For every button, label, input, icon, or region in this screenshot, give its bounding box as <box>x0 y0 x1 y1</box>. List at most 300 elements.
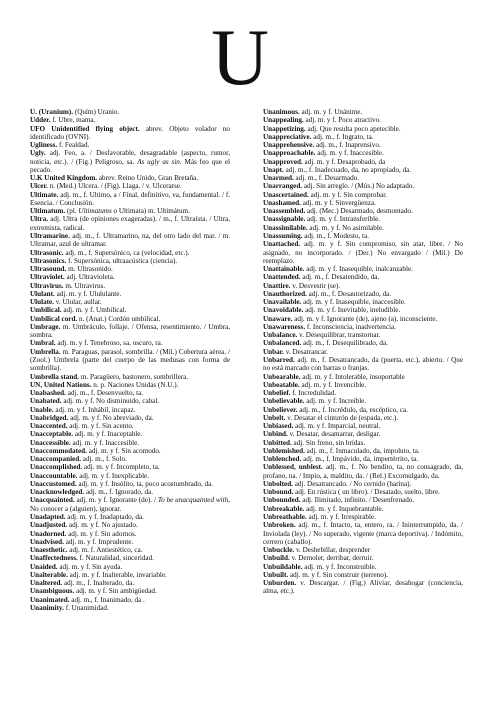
dictionary-entry <box>30 191 230 208</box>
dictionary-entry <box>30 521 230 529</box>
entry-headword: Ultramarine. <box>30 231 70 240</box>
entry-definition: adj. m., f. Supersónico, ca (velocidad, etc.). <box>63 248 190 257</box>
entry-definition: n. (Anat.) Cordón umbilical. <box>77 314 161 323</box>
dictionary-entry <box>263 240 463 265</box>
dictionary-entry <box>30 315 230 323</box>
entry-definition: adj. m. y f. Inexplicable. <box>77 471 150 480</box>
entry-headword: Unbuckle. <box>263 546 295 555</box>
entry-definition: adj. m., f. Inmaculado, da, impoluto, ta. <box>304 446 420 455</box>
entry-headword: Unbelt. <box>263 413 286 422</box>
dictionary-entry <box>30 422 230 430</box>
entry-headword: Unaccustomed. <box>30 479 77 488</box>
entry-headword: Unassignable. <box>263 215 306 224</box>
entry-definition: m. Ultrasonido. <box>66 265 113 274</box>
dictionary-entry <box>263 439 463 447</box>
entry-headword: U.K United Kingdom. <box>30 174 98 183</box>
dictionary-entry <box>263 116 463 124</box>
dictionary-entry <box>263 546 463 554</box>
entry-headword: Unbeatable. <box>263 380 300 389</box>
entry-definition: adj. m. y f. Insólito, ta, poco acostumbrado, da. <box>76 479 214 488</box>
entry-headword: Unbalanced. <box>263 339 302 348</box>
entry-headword: Unassembled. <box>263 207 306 216</box>
entry-headword: Ultimatum. <box>30 207 66 216</box>
entry-headword: U. (Uranium). <box>30 108 74 116</box>
entry-headword: Ululate. <box>30 298 54 307</box>
entry-headword: Unambiguous. <box>30 587 75 596</box>
dictionary-entry <box>30 430 230 438</box>
entry-headword: Unbounded. <box>263 496 301 505</box>
dictionary-entry <box>263 182 463 190</box>
entry-definition: adj. m. y f. Sin ambigüedad. <box>74 587 157 596</box>
dictionary-entry <box>263 323 463 331</box>
entry-headword: Unaccompanied. <box>30 455 81 464</box>
entry-definition: adj. m. y f. Irrespirable. <box>306 513 376 522</box>
entry-headword: Unbroken. <box>263 521 296 530</box>
entry-definition: adj. m. y f. No disminuido, cabal. <box>61 397 160 406</box>
dictionary-entry <box>263 215 463 223</box>
entry-headword: Unarmed. <box>263 174 294 183</box>
entry-headword: Unauthorized. <box>263 289 307 298</box>
entry-definition: adj. m. y f. Desaprobado, da <box>302 157 386 166</box>
entry-definition: f. Ubre, mama. <box>50 116 96 125</box>
entry-definition: adj. m., f. Ultramarino, na, del otro lado del mar. / m. Ultramar, azul de ultramar. <box>30 231 230 249</box>
entry-headword: Unappealing. <box>263 116 304 125</box>
entry-headword: Unashamed. <box>263 198 301 207</box>
dictionary-entry <box>263 331 463 339</box>
dictionary-entry <box>263 232 463 240</box>
entry-headword: Unbitted. <box>263 438 292 447</box>
dictionary-entry <box>30 207 230 215</box>
entry-headword: Unappreciative. <box>263 132 312 141</box>
entry-headword: Umbrella. <box>30 347 61 356</box>
dictionary-entry <box>30 546 230 554</box>
entry-definition: adj. m., f. Desequilibrado, da. <box>301 339 388 348</box>
entry-definition: adj. m. y f. Ulululante. <box>54 289 122 298</box>
entry-headword: Unalterable. <box>30 570 68 579</box>
entry-definition: adj. m., f. Inalterado, da. <box>62 579 135 588</box>
dictionary-entry <box>263 158 463 166</box>
dictionary-entry <box>30 496 230 513</box>
entry-headword: Unavoidable. <box>263 306 304 315</box>
entry-headword: Unascertained. <box>263 190 309 199</box>
dictionary-entry <box>30 306 230 314</box>
entry-definition: adj. En rústica ( un libro). / Desatado, suelto, libre. <box>293 488 440 497</box>
dictionary-entry <box>263 191 463 199</box>
dictionary-entry <box>263 563 463 571</box>
dictionary-entry <box>263 174 463 182</box>
entry-headword: Ultrasonic. <box>30 248 64 257</box>
dictionary-entry <box>30 571 230 579</box>
dictionary-entry <box>30 265 230 273</box>
dictionary-entry <box>263 554 463 562</box>
entry-headword: Unadorned. <box>30 529 67 538</box>
entry-definition: adj. m. y f. Imprudente. <box>63 537 134 546</box>
dictionary-entry <box>30 290 230 298</box>
entry-definition: v. Desequilibrar, transtornar. <box>297 331 381 340</box>
entry-headword: Unbarred. <box>263 355 295 364</box>
entry-headword: Unattended. <box>263 273 301 282</box>
right-column <box>263 108 463 596</box>
entry-definition: v. Desvestir (se). <box>290 281 341 290</box>
entry-definition: adj. m. y f. Inaccesible. <box>70 438 140 447</box>
entry-definition: adj. m. y f. Inquebrantable. <box>304 504 384 513</box>
entry-definition: v. Descargar. / (Fig.) Aliviar, desahogar (conciencia, alma, etc.). <box>263 579 463 596</box>
entry-definition: f. Naturalidad, sinceridad. <box>77 554 154 563</box>
dictionary-entry <box>30 538 230 546</box>
dictionary-entry <box>30 373 230 381</box>
dictionary-entry <box>263 496 463 504</box>
dictionary-entry <box>263 207 463 215</box>
entry-definition: adj. m. y f. Increíble. <box>304 397 367 406</box>
dictionary-entry <box>263 414 463 422</box>
entry-definition: v. Ulular, aullar. <box>54 298 102 307</box>
entry-definition: adj. m. y f. Inaceptable. <box>73 430 143 439</box>
entry-definition: adj. Feo, a. / Desfavorable, desagradable (aspecto, rumor, noticia, etc.). / (Fig.) Peligroso, sa. <box>30 149 230 166</box>
dictionary-entry <box>263 141 463 149</box>
entry-definition: adj. Que resulta poco apetecible. <box>305 124 401 133</box>
dictionary-entry <box>30 447 230 455</box>
entry-definition-tail: No conocer a (alguien), ignorar. <box>30 504 122 513</box>
entry-definition: adj. m. y f. Sin acomodo. <box>86 446 161 455</box>
entry-headword: Unattainable. <box>263 265 305 274</box>
entry-definition: adj. Ilimitado, infinito. / Desenfrenado. <box>300 496 415 505</box>
entry-headword: UN, United Nations. <box>30 380 92 389</box>
entry-headword: Unacknowledged. <box>30 488 85 497</box>
entry-definition: adj. m., f. Desatrancado, da (puerta, etc.), abierto. / Que no está marcado con barras o franjas. <box>263 355 463 373</box>
entry-definition: f. Supersónica, ultraacústica (ciencia). <box>66 256 178 265</box>
entry-headword: Unapprehensive. <box>263 141 315 150</box>
dictionary-entry <box>263 463 463 480</box>
dictionary-entry <box>263 298 463 306</box>
entry-headword: Unblessed, unblest. <box>263 463 323 472</box>
entry-definition: adj. m., f. Modesto, ta. <box>302 231 369 240</box>
entry-headword: Umbrage. <box>30 322 61 331</box>
entry-headword: Ultra. <box>30 215 49 224</box>
entry-definition: adj. Sin arreglo. / (Mús.) No adaptado. <box>302 182 415 191</box>
dictionary-entry <box>263 265 463 273</box>
dictionary-entry <box>263 125 463 133</box>
dictionary-entry <box>30 455 230 463</box>
dictionary-entry <box>30 563 230 571</box>
dictionary-entry <box>263 108 463 116</box>
entry-definition: n. p. Naciones Unidas (N.U.). <box>91 380 179 389</box>
entry-headword: Unaltered. <box>30 579 63 588</box>
entry-headword: Unassuming. <box>263 231 303 240</box>
entry-definition-tail: Más feo que el pecado. <box>30 157 230 174</box>
entry-definition: adj. m. y f. Poco atractivo. <box>303 116 382 125</box>
entry-definition: adj. m. y f. Inconstruible. <box>302 562 377 571</box>
entry-headword: Unbar. <box>263 347 284 356</box>
entry-definition: adj. m. y f. Unánime. <box>299 108 363 116</box>
entry-headword: Unaccountable. <box>30 471 78 480</box>
entry-definition: v. Deshebillar, desprender <box>294 546 371 555</box>
dictionary-entry <box>263 133 463 141</box>
entry-definition: adj. m. y f. Inevitable, ineludible. <box>303 306 401 315</box>
entry-headword: Ulcer. <box>30 182 48 191</box>
entry-headword: Unbearable. <box>263 372 301 381</box>
dictionary-entry <box>30 323 230 340</box>
dictionary-entry <box>30 182 230 190</box>
dictionary-entry <box>263 348 463 356</box>
dictionary-entry <box>30 530 230 538</box>
entry-definition: adj. m. y f. Ignorante (de), ajeno (a), inconsciente. <box>292 314 438 323</box>
entry-definition: adj. Sin freno, sin bridas. <box>291 438 366 447</box>
dictionary-entry <box>263 315 463 323</box>
dictionary-entry <box>30 273 230 281</box>
dictionary-entry <box>263 339 463 347</box>
dictionary-entry <box>30 348 230 373</box>
dictionary-entry <box>30 174 230 182</box>
entry-definition: adj. m. y f. Inasequible, inaccesible. <box>301 298 406 307</box>
entry-definition: adj. m., f. Desarmado. <box>293 174 359 183</box>
dictionary-entry <box>30 406 230 414</box>
entry-example: Ultimatums <box>78 207 112 216</box>
entry-definition: m. Paragüero, bastonero, sombrillera. <box>79 372 189 381</box>
dictionary-entry <box>263 430 463 438</box>
entry-headword: Ultrasound. <box>30 265 67 274</box>
entry-headword: Unavailable. <box>263 298 302 307</box>
entry-headword: Unabated. <box>30 397 62 406</box>
dictionary-entry <box>263 282 463 290</box>
entry-definition: adj. m., f. Desatendido, da. <box>300 273 380 282</box>
entry-headword: Unblenched. <box>263 455 302 464</box>
entry-headword: Umbilical cord. <box>30 314 78 323</box>
entry-headword: Unblemished. <box>263 446 305 455</box>
entry-headword: Unaccommodated. <box>30 446 87 455</box>
entry-headword: Unapt. <box>263 165 284 174</box>
entry-definition: adj. m. y f. Sin compromiso, sin atar, libre. / No asignado, no incorporado. / (Der.) No envargado / (Mil.) De reemplazo. <box>263 240 463 265</box>
dictionary-entry <box>30 397 230 405</box>
entry-definition: abrev. Reino Unido, Gran Bretaña. <box>97 174 199 183</box>
entry-definition: adj. m. y f. Intolerable, insoportable <box>300 372 405 381</box>
dictionary-entry <box>263 579 463 596</box>
entry-example: To be unacquainted with, <box>157 496 230 505</box>
dictionary-entry <box>30 116 230 124</box>
entry-definition: m. Paraguas, parasol, sombrilla. / (Mil.) Cobertura aérea. / (Zool.) Umbrela (parte del cuerpo de las medusas con forma de sombrilla). <box>30 347 230 373</box>
entry-headword: Unadapted. <box>30 513 66 522</box>
dictionary-entry <box>30 480 230 488</box>
dictionary-entry <box>30 513 230 521</box>
entry-headword: Unabashed. <box>30 389 66 398</box>
entry-definition: adj. m. y f. No asimilable. <box>307 223 384 232</box>
entry-headword: Ugly. <box>30 149 46 158</box>
entry-definition: adj. m. y f. Incompleto, ta. <box>82 463 160 472</box>
dictionary-entry <box>30 439 230 447</box>
entry-definition: adj. m. y f. Intransferible. <box>305 215 381 224</box>
dictionary-entry <box>30 381 230 389</box>
entry-definition: adj. m. y f. Sin adornos. <box>66 529 137 538</box>
entry-definition: (pl. <box>65 207 79 216</box>
entry-headword: Unburden. <box>263 579 297 588</box>
entry-definition: m. Ultravirus. <box>63 281 106 290</box>
dictionary-entry <box>30 141 230 149</box>
dictionary-entry <box>263 373 463 381</box>
dictionary-entry <box>30 389 230 397</box>
entry-definition: adj. m. y f. No abreviado, da. <box>68 413 154 422</box>
dictionary-entry <box>30 596 230 604</box>
entry-definition: adj. m. y f. No ajustado. <box>67 521 138 530</box>
entry-headword: Ultraviolet. <box>30 273 65 282</box>
entry-definition: v. Desatrancar. <box>283 347 328 356</box>
dictionary-entry <box>263 521 463 546</box>
entry-headword: Unanimous. <box>263 108 300 116</box>
dictionary-entry <box>30 554 230 562</box>
dictionary-entry <box>263 513 463 521</box>
entry-headword: Unbelievable. <box>263 397 305 406</box>
dictionary-entry <box>263 422 463 430</box>
entry-definition: adj. Ultravioleta. <box>64 273 115 282</box>
dictionary-entry <box>263 406 463 414</box>
entry-example: As ugly as sin. <box>137 157 182 166</box>
entry-definition: v. Demoler, derribar, derruir. <box>289 554 374 563</box>
dictionary-entry <box>30 472 230 480</box>
entry-headword: Ultrasonics. <box>30 256 67 265</box>
entry-definition: adj. m., f. Intacto, ta, entero, ra. / Ininterrumpido, da. / Inviolada (ley). / No superado, vigente (marca deportiva). / Indómito, cerrero (caballo). <box>263 521 463 546</box>
entry-definition: adj. m. y f. Sin construir (terreno). <box>288 570 388 579</box>
entry-headword: Unacceptable. <box>30 430 74 439</box>
entry-headword: Unbound. <box>263 488 294 497</box>
dictionary-entry <box>30 463 230 471</box>
entry-definition: adj. m. y f. Invencible. <box>299 380 367 389</box>
entry-definition: adj. m., f. No bendito, ta, no consagrado, da, profano, na. / Impío, a, maldito, da. / (Rel.) Excomulgado, da. <box>263 463 464 480</box>
dictionary-entry <box>30 488 230 496</box>
dictionary-entry <box>30 339 230 347</box>
entry-definition: adj. m., f. Desautorizado, da. <box>306 289 392 298</box>
entry-headword: Unaware. <box>263 314 293 323</box>
entry-headword: Unaided. <box>30 562 58 571</box>
entry-definition: f. Incredulidad. <box>290 389 337 398</box>
dictionary-entry <box>263 381 463 389</box>
entry-headword: Unbind. <box>263 430 288 439</box>
dictionary-entry <box>263 224 463 232</box>
entry-headword: Ugliness. <box>30 141 58 150</box>
entry-definition: f. Inconsciencia, inadvertencia. <box>305 322 396 331</box>
entry-headword: Unaccented. <box>30 422 68 431</box>
entry-headword: Unabridged. <box>30 413 69 422</box>
dictionary-entry <box>263 290 463 298</box>
entry-headword: Unbreathable. <box>263 513 307 522</box>
entry-definition: v. Desatar el cinturón de (espada, etc.). <box>285 413 399 422</box>
dictionary-entry <box>263 199 463 207</box>
dictionary-entry <box>263 397 463 405</box>
entry-headword: Umbrella stand. <box>30 372 80 381</box>
entry-definition: adj. m. y f. Imparcial, neutral. <box>293 422 381 431</box>
left-column <box>30 108 230 612</box>
entry-definition: m. Umbráculo, follaje. / Ofensa, resentimiento. / Umbra, sombra. <box>30 322 230 340</box>
entry-headword: Unable. <box>30 405 54 414</box>
dictionary-entry <box>30 587 230 595</box>
entry-headword: Unaccomplished. <box>30 463 83 472</box>
entry-headword: Unbuilt. <box>263 570 289 579</box>
dictionary-entry <box>263 356 463 373</box>
entry-definition: adj. m., f. Ingrato, ta. <box>311 132 374 141</box>
entry-headword: Unadjusted. <box>30 521 68 530</box>
entry-headword: Unattached. <box>263 240 301 249</box>
entry-headword: Unanimated. <box>30 595 70 604</box>
entry-headword: Ultravirus. <box>30 281 64 290</box>
dictionary-entry <box>30 298 230 306</box>
dictionary-entry <box>263 447 463 455</box>
entry-definition: v. Desatar, desamarrar, desligar. <box>287 430 381 439</box>
entry-headword: Umbilical. <box>30 306 62 315</box>
entry-headword: UFO Unidentified flying object. <box>30 124 140 133</box>
entry-headword: Unbreakable. <box>263 504 305 513</box>
dictionary-entry <box>263 273 463 281</box>
entry-definition: f. Unanimidad. <box>63 603 109 612</box>
entry-definition: n. (Med.) Ulcera. / (Fig). Llaga. / v. Ulcerarse. <box>47 182 182 191</box>
entry-definition: abrev. Objeto volador no identificado (OVNI). <box>30 124 230 141</box>
entry-definition: adj. m. y f. Tenebroso, sa, oscuro, ra. <box>55 339 163 348</box>
dictionary-entry <box>263 505 463 513</box>
dictionary-entry <box>263 571 463 579</box>
dictionary-entry <box>30 604 230 612</box>
dictionary-entry <box>30 232 230 249</box>
dictionary-entry <box>263 389 463 397</box>
entry-definition: adj. m., f. Inanimado, da . <box>69 595 145 604</box>
entry-headword: Unbuild. <box>263 554 290 563</box>
entry-headword: Unaesthetic. <box>30 546 68 555</box>
dictionary-entry <box>263 455 463 463</box>
entry-definition: adj. m. y f. Inhábil, incapaz. <box>53 405 136 414</box>
entry-headword: Ululant. <box>30 289 55 298</box>
entry-headword: Unbalance. <box>263 331 298 340</box>
entry-definition: adj. m. y f. Inalterable, invariable. <box>67 570 167 579</box>
entry-headword: Ultimate. <box>30 190 59 199</box>
dictionary-entry <box>30 414 230 422</box>
entry-headword: Umbral. <box>30 339 56 348</box>
entry-headword: Unacquainted. <box>30 496 75 505</box>
dictionary-entry <box>263 149 463 157</box>
entry-headword: Unassimilable. <box>263 223 308 232</box>
entry-definition: adj. m., f. Ultimo, a / Final, definitivo, va, fundamental. / f. Esencia. / Conclusión. <box>30 190 230 207</box>
entry-definition: adj. m., f. Inadecuado, da, no apropiado, da. <box>283 165 412 174</box>
entry-definition: adj. m., f. Desenvuelto, ta. <box>65 389 144 398</box>
entry-definition: adj. m. y f. Ignorante (de). / <box>74 496 158 505</box>
entry-headword: Unbelief. <box>263 389 291 398</box>
entry-headword: Unbeliever. <box>263 405 298 414</box>
entry-definition: adj. m. y f. Inasequible, inalcanzable. <box>304 265 413 274</box>
dictionary-entry <box>30 282 230 290</box>
dictionary-entry <box>30 579 230 587</box>
entry-definition: adj. m. y f. Umbilical. <box>61 306 127 315</box>
dictionary-entry <box>263 488 463 496</box>
entry-definition: adj. m., f. Incrédulo, da, escéptico, ca. <box>297 405 408 414</box>
entry-definition: adj. m. y f. Sinvergüenza. <box>300 198 376 207</box>
dictionary-entry <box>30 249 230 257</box>
entry-headword: Udder. <box>30 116 51 125</box>
entry-headword: Unapproved. <box>263 157 303 166</box>
entry-definition: adj. m. y f. Inaccesible. <box>315 149 384 158</box>
dictionary-entry <box>30 215 230 232</box>
entry-definition: adj. m., f. Ignorado, da. <box>84 488 153 497</box>
dictionary-entry <box>30 257 230 265</box>
entry-definition: adj. Desatrancado. / No cernido (harina). <box>292 479 412 488</box>
entry-definition: adj. m. y f. Inadaptado, da. <box>65 513 144 522</box>
entry-headword: Unbuildable. <box>263 562 303 571</box>
entry-definition: adj. m. y f. Sin acento. <box>67 422 134 431</box>
entry-headword: Unbolted. <box>263 479 293 488</box>
entry-headword: Unapproachable. <box>263 149 316 158</box>
entry-definition: adj. m., f. Impávido, da, impertérrito, ta. <box>301 455 419 464</box>
entry-definition: adj. (Mec.) Desarmado, desmontado. <box>305 207 413 216</box>
entry-definition: adj. m. y f. Sin ayuda. <box>57 562 123 571</box>
dictionary-entry <box>263 306 463 314</box>
dictionary-entry <box>30 125 230 142</box>
entry-headword: Unanimity. <box>30 603 64 612</box>
entry-headword: Unappetizing. <box>263 124 306 133</box>
entry-headword: Unaccessible. <box>30 438 71 447</box>
entry-headword: Unawareness. <box>263 322 306 331</box>
